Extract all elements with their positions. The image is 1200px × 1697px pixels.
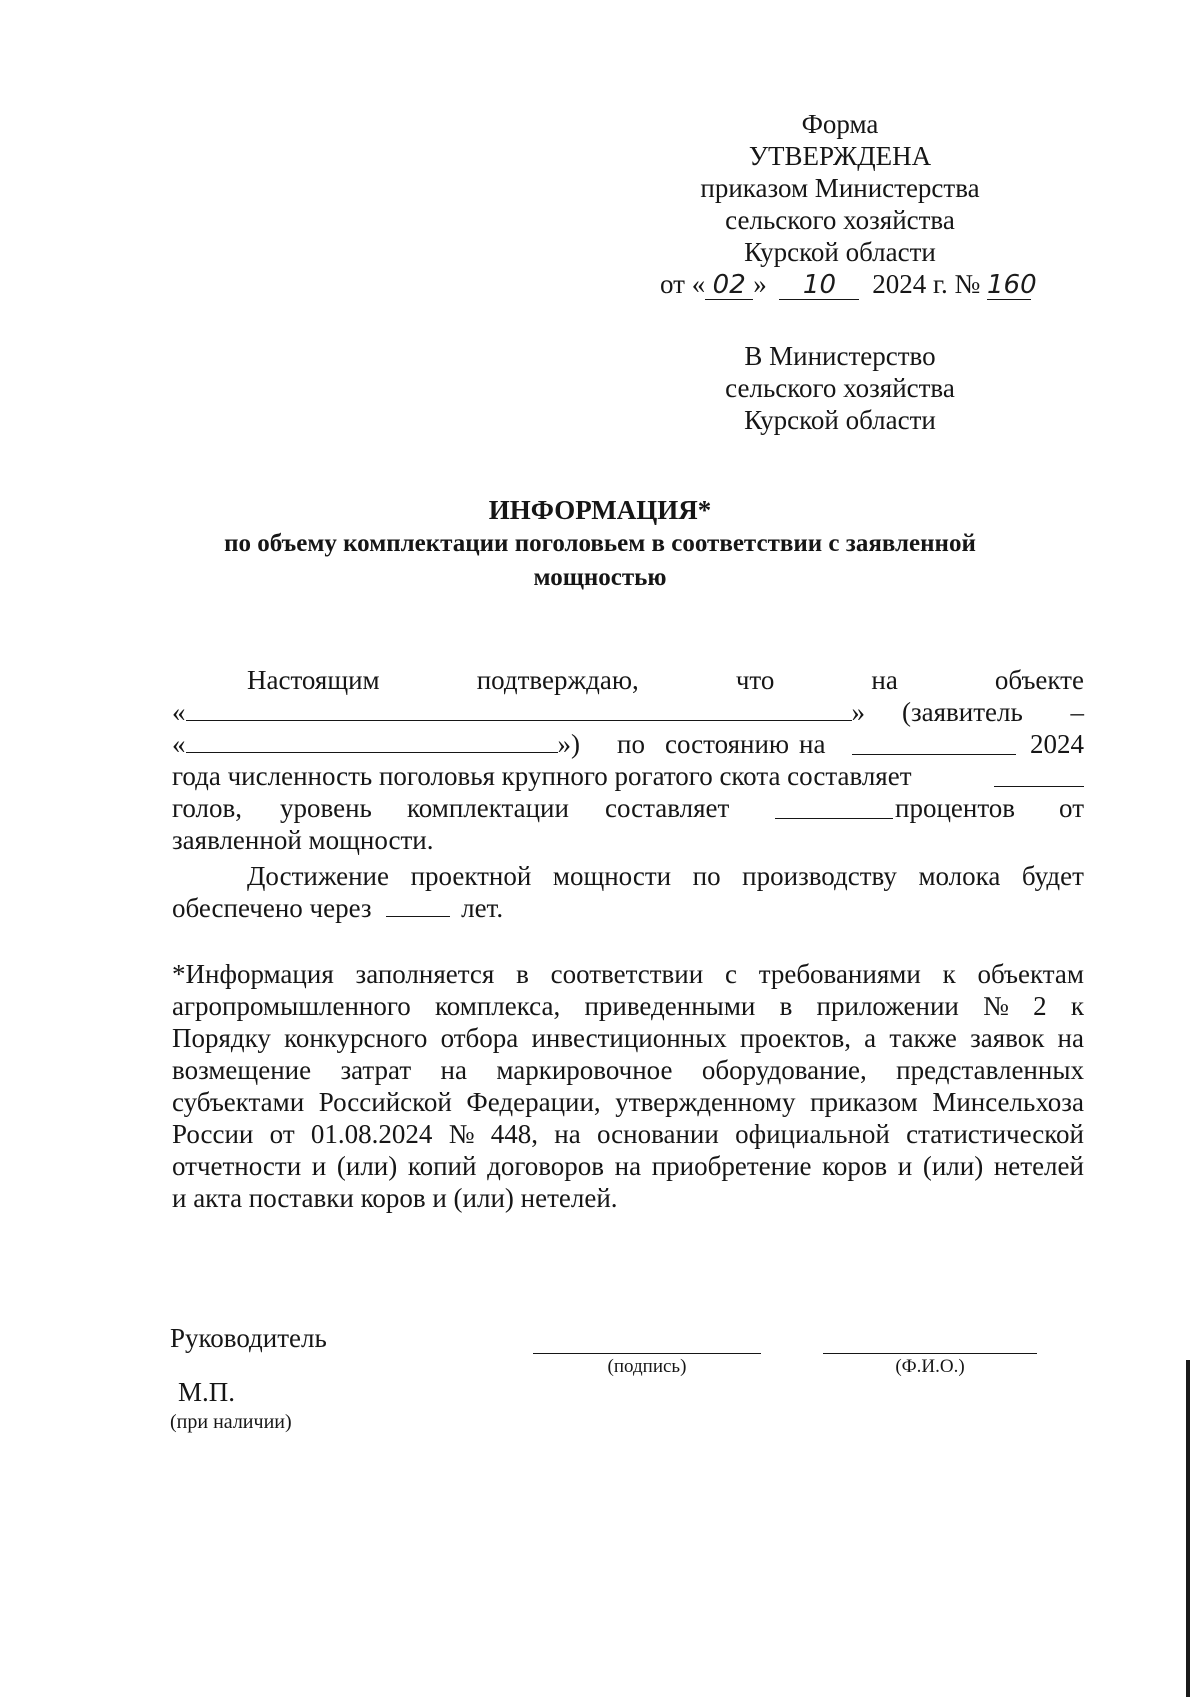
word: лет. <box>461 893 504 923</box>
body-line-1 <box>172 664 1084 696</box>
body-line-2 <box>172 696 1084 728</box>
note-word: приложении <box>816 991 959 1021</box>
body-line-7 <box>172 860 1084 892</box>
note-word: Порядку <box>172 1023 271 1053</box>
dash: – <box>1070 697 1084 727</box>
body-line-4-text: года численность поголовья крупного рогатого скота составляет <box>172 761 912 791</box>
note-word: (или) <box>336 1151 398 1181</box>
addressee-line-1: В Министерство <box>744 341 936 371</box>
word: молока <box>918 861 1001 891</box>
word: уровень <box>280 793 372 823</box>
note-word: возмещение <box>172 1055 312 1085</box>
approval-order-line: приказом Министерства <box>700 173 980 203</box>
order-number: 160 <box>987 270 1037 300</box>
note-word: на <box>440 1055 467 1085</box>
note-word: договоров <box>487 1151 605 1181</box>
note-word: нетелей <box>993 1151 1084 1181</box>
body-line-8 <box>172 892 1084 924</box>
note-word: с <box>724 959 737 989</box>
word: процентов <box>895 793 1016 823</box>
head-label: Руководитель <box>170 1323 327 1353</box>
document-title <box>150 493 1050 595</box>
word: мощности <box>552 861 672 891</box>
word: объекте <box>994 665 1084 695</box>
note-word: *Информация <box>172 959 334 989</box>
title-sub-2: мощностью <box>533 564 667 591</box>
quote-close: » <box>851 697 865 727</box>
word: по <box>692 861 721 891</box>
note-word: комплекса, <box>435 991 561 1021</box>
word: состоянию <box>665 729 790 759</box>
word: Достижение <box>247 861 389 891</box>
note-word: 448, <box>490 1119 538 1149</box>
word: производству <box>742 861 897 891</box>
note-word: а <box>864 1023 877 1053</box>
quote-open: « <box>172 729 186 759</box>
note-word: также <box>889 1023 957 1053</box>
note-word: и <box>897 1151 913 1181</box>
word: подтверждаю, <box>476 665 639 695</box>
approval-date-line <box>660 268 1037 300</box>
note-line-2 <box>172 990 1084 1022</box>
name-line[interactable] <box>823 1353 1037 1354</box>
note-word: от <box>269 1119 295 1149</box>
note-line-8: и акта поставки коров и (или) нетелей. <box>172 1183 618 1213</box>
date-prefix: от « <box>660 269 706 299</box>
note-word: № <box>448 1119 475 1149</box>
word: будет <box>1021 861 1084 891</box>
word: на <box>871 665 898 695</box>
note-word: оборудование, <box>701 1055 867 1085</box>
body-line-5 <box>172 792 1084 824</box>
title-main: ИНФОРМАЦИЯ* <box>488 495 712 525</box>
body-line-6 <box>172 824 1084 856</box>
note-word: на <box>614 1151 642 1181</box>
date-month: 10 <box>779 272 859 300</box>
note-line-7 <box>172 1150 1084 1182</box>
date-day: 02 <box>705 272 753 300</box>
word: составляет <box>605 793 730 823</box>
note-word: заявок <box>970 1023 1045 1053</box>
name-caption: (Ф.И.О.) <box>895 1356 965 1377</box>
note-word: к <box>1070 991 1084 1021</box>
addressee-line-2: сельского хозяйства <box>725 373 955 403</box>
note-word: официальной <box>735 1119 890 1149</box>
applicant-name-field[interactable] <box>186 730 558 753</box>
percent-field[interactable] <box>775 796 893 819</box>
note-word: к <box>942 959 956 989</box>
note-word: отчетности <box>172 1151 302 1181</box>
note-word: копий <box>407 1151 477 1181</box>
note-word: инвестиционных <box>531 1023 727 1053</box>
year: 2024 <box>1030 729 1084 759</box>
date-field[interactable] <box>852 732 1016 755</box>
note-word: на <box>1057 1023 1084 1053</box>
note-word: затрат <box>340 1055 412 1085</box>
note-line-5 <box>172 1086 1084 1118</box>
note-word: соответствии <box>550 959 704 989</box>
note-word: коров <box>822 1151 888 1181</box>
note-word: и <box>311 1151 327 1181</box>
word: от <box>1059 793 1084 823</box>
date-quote-close: » <box>753 269 767 299</box>
note-word: Российской <box>318 1087 452 1117</box>
note-word: 01.08.2024 <box>310 1119 433 1149</box>
word: на <box>799 729 826 759</box>
note-word: в <box>516 959 529 989</box>
body-line-4 <box>172 760 1084 792</box>
stamp-label: М.П. <box>178 1377 236 1407</box>
signature-line[interactable] <box>533 1353 761 1354</box>
word: голов, <box>172 793 243 823</box>
word: проектной <box>410 861 532 891</box>
note-word: Минсельхоза <box>932 1087 1084 1117</box>
note-word: России <box>172 1119 254 1149</box>
date-year: 2024 г. № <box>872 269 981 299</box>
note-word: (или) <box>922 1151 984 1181</box>
note-word: агропромышленного <box>172 991 411 1021</box>
note-word: Федерации, <box>466 1087 601 1117</box>
addressee-line-3: Курской области <box>744 405 936 435</box>
note-word: представленных <box>896 1055 1084 1085</box>
head-count-field[interactable] <box>994 764 1084 787</box>
addressee-block <box>700 340 980 436</box>
note-word: основании <box>596 1119 719 1149</box>
word: по <box>617 729 645 759</box>
note-word: № <box>983 991 1009 1021</box>
approval-status: УТВЕРЖДЕНА <box>748 141 932 171</box>
body-line-6-text: заявленной мощности. <box>172 825 434 855</box>
stamp-note: (при наличии) <box>170 1411 292 1433</box>
body-paragraph <box>172 664 1084 924</box>
note-word: субъектами <box>172 1087 305 1117</box>
note-word: утвержденному <box>615 1087 796 1117</box>
approval-ministry-line: сельского хозяйства <box>725 205 955 235</box>
note-word: на <box>554 1119 581 1149</box>
scan-edge-artifact <box>1186 1360 1190 1697</box>
note-word: заполняется <box>355 959 495 989</box>
note-line-4 <box>172 1054 1084 1086</box>
applicant-label: (заявитель <box>902 697 1023 727</box>
word: обеспечено через <box>172 893 372 923</box>
note-word: приказом <box>810 1087 918 1117</box>
note-word: маркировочное <box>496 1055 673 1085</box>
word: Настоящим <box>247 665 380 695</box>
note-word: приведенными <box>584 991 756 1021</box>
note-word: отбора <box>440 1023 519 1053</box>
note-word: требованиями <box>758 959 921 989</box>
approval-region-line: Курской области <box>744 237 936 267</box>
object-name-field[interactable] <box>186 698 852 721</box>
note-line-3 <box>172 1022 1084 1054</box>
note-line-6 <box>172 1118 1084 1150</box>
body-line-3 <box>172 728 1084 760</box>
note-word: конкурсного <box>284 1023 428 1053</box>
approval-form-label: Форма <box>801 109 879 139</box>
note-word: объектам <box>977 959 1084 989</box>
approval-block <box>660 108 1037 300</box>
note-line-1 <box>172 958 1084 990</box>
quote-open: « <box>172 697 186 727</box>
note-word: проектов, <box>739 1023 851 1053</box>
note-word: в <box>779 991 793 1021</box>
signature-caption: (подпись) <box>607 1356 687 1377</box>
years-field[interactable] <box>386 894 450 917</box>
note-word: статистической <box>906 1119 1084 1149</box>
word: что <box>735 665 775 695</box>
word: комплектации <box>407 793 569 823</box>
note-word: 2 <box>1033 991 1047 1021</box>
title-sub-1: по объему комплектации поголовьем в соответствии с заявленной <box>224 530 976 557</box>
note-word: приобретение <box>651 1151 812 1181</box>
quote-close: ») <box>557 729 580 759</box>
